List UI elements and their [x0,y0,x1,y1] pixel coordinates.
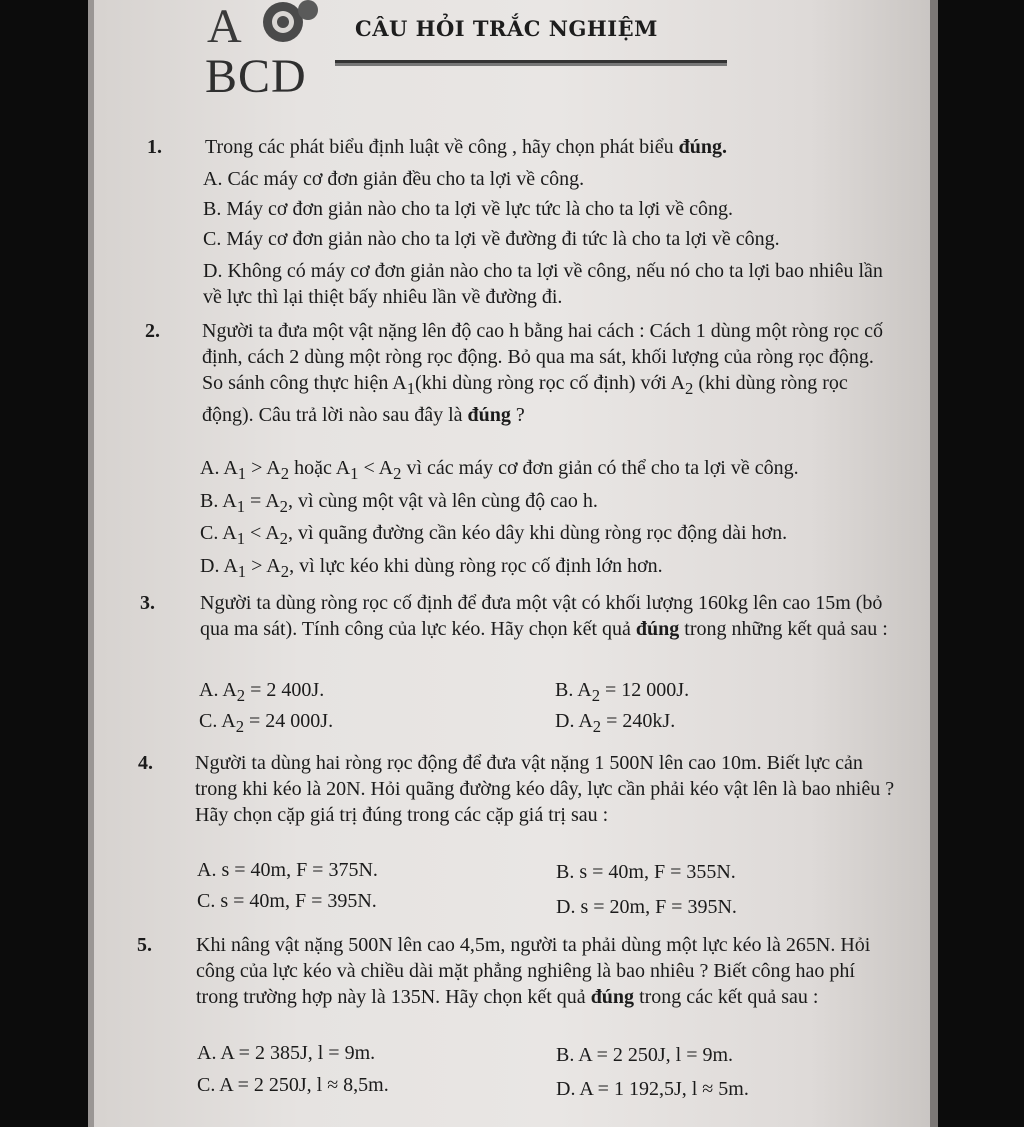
option-a: A. s = 40m, F = 375N. [197,859,378,881]
option-c: C. $A_2 = 24$ 000J. [199,710,334,736]
page-right-edge [930,0,938,1127]
option-d: D. A = 1 192,5J, l ≈ 5m. [556,1078,749,1100]
question-stem: Khi nâng vật nặng 500N lên cao 4,5m, người ta phải dùng một lực kéo là 265N. Hỏi công của lực kéo và chiều dài mặt phẳng nghiêng là bao nhiêu ? Biết công hao phí trong trường hợp này là 135N. Hãy chọn kết quả đúng trong các kết quả sau : [196,934,871,1008]
option-c: C. Máy cơ đơn giản nào cho ta lợi về đường đi tức là cho ta lợi về công. [203,228,780,250]
question-stem: Trong các phát biểu định luật về công , hãy chọn phát biểu đúng. [205,136,727,158]
option-b: B. Máy cơ đơn giản nào cho ta lợi về lực tức là cho ta lợi về công. [203,198,733,220]
option-d: D. $A_1 > A_2$, vì lực kéo khi dùng ròng rọc cố định lớn hơn. [200,555,663,581]
option-a: A. $A_1 > A_2$ hoặc $A_1 < A_2$ vì các máy cơ đơn giản có thể cho ta lợi về công. [200,457,799,483]
question-stem: Người ta dùng hai ròng rọc động để đưa vật nặng 1 500N lên cao 10m. Biết lực cản trong khi kéo là 20N. Hỏi quãng đường kéo dây, lực cần phải kéo vật lên là bao nhiêu ? Hãy chọn cặp giá trị đúng trong các cặp giá trị sau : [195,752,895,826]
question-number: 1. [147,136,162,158]
option-c: C. $A_1 < A_2$, vì quãng đường cần kéo dây khi dùng ròng rọc động dài hơn. [200,522,788,548]
page-title: CÂU HỎI TRẮC NGHIỆM [355,16,658,41]
option-a: A. Các máy cơ đơn giản đều cho ta lợi về công. [203,168,585,190]
option-c: C. s = 40m, F = 395N. [197,890,377,912]
option-d: D. s = 20m, F = 395N. [556,896,737,918]
option-b: B. A = 2 250J, l = 9m. [556,1044,734,1066]
option-a: A. $A_2 = 2$ 400J. [199,679,325,705]
option-d: D. Không có máy cơ đơn giản nào cho ta lợi về công, nếu nó cho ta lợi bao nhiêu lần về lực thì lại thiệt bấy nhiêu lần về đường đi. [203,260,883,308]
option-b: B. $A_1 = A_2$, vì cùng một vật và lên cùng độ cao h. [200,490,598,516]
question-stem: Người ta đưa một vật nặng lên độ cao h bằng hai cách : Cách 1 dùng một ròng rọc cố định, cách 2 dùng một ròng rọc động. Bỏ qua ma sát, khối lượng của ròng rọc động. So sánh công thực hiện $A_1(khi$ dùng ròng rọc cố định) với $A_2$ (khi dùng ròng rọc động). Câu trả lời nào sau đây là đúng ? [202,320,883,426]
option-b: B. $A_2 = 12$ 000J. [555,679,690,705]
question-number: 3. [140,592,155,614]
option-d: D. $A_2 = 240kJ$. [555,710,676,736]
question-number: 4. [138,752,153,774]
svg-text:A: A [207,0,242,53]
question-number: 5. [137,934,152,956]
question-number: 2. [145,320,160,342]
svg-text:BCD: BCD [205,50,307,100]
option-a: A. A = 2 385J, l = 9m. [197,1042,376,1064]
option-c: C. A = 2 250J, l ≈ 8,5m. [197,1074,389,1096]
question-stem: Người ta dùng ròng rọc cố định để đưa một vật có khối lượng 160kg lên cao 15m (bỏ qua ma sát). Tính công của lực kéo. Hãy chọn kết quả đúng trong những kết quả sau : [200,592,888,640]
option-b: B. s = 40m, F = 355N. [556,861,736,883]
page-left-edge [88,0,94,1127]
